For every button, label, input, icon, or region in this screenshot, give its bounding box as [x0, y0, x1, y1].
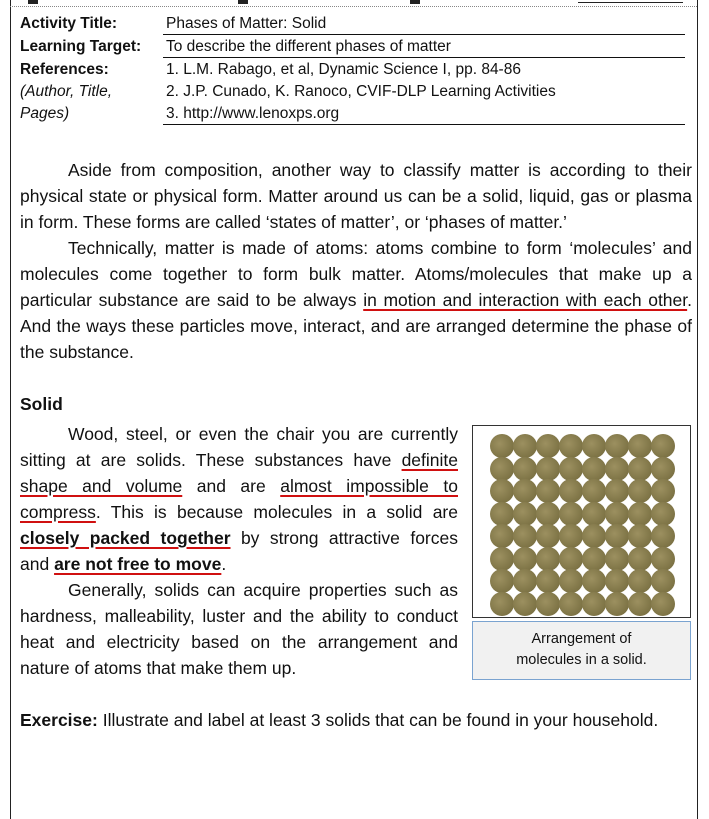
bold-underlined-text: are not free to move — [54, 554, 222, 574]
molecule — [605, 502, 629, 526]
bold-underlined-text: closely packed together — [20, 528, 231, 548]
figure-caption — [472, 621, 691, 680]
molecule — [651, 547, 675, 571]
molecule — [513, 434, 537, 458]
figure-column — [472, 425, 691, 680]
molecule — [582, 592, 606, 616]
molecule — [651, 434, 675, 458]
molecule — [490, 524, 514, 548]
references-hint: (Author, Title, — [20, 83, 113, 100]
text: . — [221, 554, 227, 574]
text: by strong attractive forces and — [20, 528, 458, 574]
molecule — [513, 547, 537, 571]
molecule — [490, 434, 514, 458]
molecule — [582, 479, 606, 503]
caption-line: Arrangement of — [531, 631, 632, 647]
molecule — [582, 569, 606, 593]
molecule — [651, 524, 675, 548]
molecule — [628, 479, 652, 503]
molecule — [513, 502, 537, 526]
molecule — [536, 524, 560, 548]
molecule — [605, 479, 629, 503]
reference-item: 3. http://www.lenoxps.org — [163, 104, 685, 125]
intro-paragraph-1 — [20, 157, 692, 235]
molecule — [513, 457, 537, 481]
molecule — [490, 547, 514, 571]
molecule — [513, 569, 537, 593]
text: . And the ways these particles move, interact, and are arranged determine the phase of the substance. — [20, 290, 693, 362]
molecule — [582, 502, 606, 526]
molecule — [536, 479, 560, 503]
molecule — [628, 592, 652, 616]
molecule — [605, 524, 629, 548]
molecule — [605, 434, 629, 458]
molecule — [628, 524, 652, 548]
molecule — [628, 457, 652, 481]
text: Aside from composition, another way to classify matter is according to their physical state or physical form. Matter around us can be a solid, liquid, gas or plasma in form. These forms are called ‘states of matter’, or ‘phases of matter.’ — [20, 160, 692, 232]
molecule — [490, 592, 514, 616]
text: Technically, matter is made of atoms: atoms combine to form ‘molecules’ and molecules come together to form bulk matter. Atoms/molecules that make up a particular substance are said to be always — [20, 238, 692, 310]
molecule — [513, 592, 537, 616]
molecule — [605, 569, 629, 593]
molecule-arrangement-figure — [472, 425, 691, 618]
solid-heading: Solid — [20, 394, 63, 414]
molecule-grid — [490, 434, 674, 614]
molecule — [536, 457, 560, 481]
activity-title-label: Activity Title: — [20, 15, 118, 32]
caption-line: molecules in a solid. — [516, 652, 647, 668]
molecule — [490, 457, 514, 481]
molecule — [628, 569, 652, 593]
underlined-text: definite shape and volume — [20, 450, 458, 496]
molecule — [513, 524, 537, 548]
molecule — [605, 592, 629, 616]
underlined-text: in motion and interaction with each other — [363, 290, 688, 310]
molecule — [559, 502, 583, 526]
molecule — [559, 457, 583, 481]
molecule — [490, 569, 514, 593]
underlined-text: almost impossible to compress — [20, 476, 458, 522]
molecule — [651, 502, 675, 526]
molecule — [582, 547, 606, 571]
molecule — [536, 502, 560, 526]
molecule — [559, 592, 583, 616]
molecule — [559, 547, 583, 571]
learning-target-value: To describe the different phases of matter — [163, 37, 685, 58]
molecule — [651, 569, 675, 593]
molecule — [582, 524, 606, 548]
solid-text-column — [20, 421, 458, 681]
intro-paragraph-2 — [20, 235, 692, 365]
molecule — [536, 434, 560, 458]
molecule — [605, 547, 629, 571]
molecule — [536, 592, 560, 616]
molecule — [559, 479, 583, 503]
activity-title-value: Phases of Matter: Solid — [163, 14, 685, 35]
molecule — [559, 434, 583, 458]
molecule — [536, 547, 560, 571]
molecule — [582, 434, 606, 458]
molecule — [490, 502, 514, 526]
molecule — [582, 457, 606, 481]
molecule — [559, 524, 583, 548]
molecule — [628, 434, 652, 458]
molecule — [536, 569, 560, 593]
text: Wood, steel, or even the chair you are currently sitting at are solids. These substances have — [20, 424, 458, 470]
worksheet-body — [0, 140, 709, 753]
text: and are — [182, 476, 281, 496]
molecule — [628, 502, 652, 526]
solid-paragraph-2 — [20, 577, 458, 681]
molecule — [605, 457, 629, 481]
molecule — [651, 479, 675, 503]
references-hint: Pages) — [20, 105, 70, 122]
text: . This is because molecules in a solid are — [95, 502, 458, 522]
solid-paragraph-1 — [20, 421, 458, 577]
solid-section — [20, 421, 692, 681]
references-label: References: — [20, 61, 109, 78]
exercise-text: Illustrate and label at least 3 solids that can be found in your household. — [97, 710, 659, 730]
molecule — [651, 457, 675, 481]
text: Generally, solids can acquire properties such as hardness, malleability, luster and the ability to conduct heat and electricity based on the arrangement and nature of atoms that make them up. — [20, 580, 458, 678]
molecule — [490, 479, 514, 503]
learning-target-label: Learning Target: — [20, 38, 142, 55]
molecule — [513, 479, 537, 503]
molecule — [628, 547, 652, 571]
reference-item: 1. L.M. Rabago, et al, Dynamic Science I, pp. 84-86 — [166, 61, 521, 78]
reference-item: 2. J.P. Cunado, K. Ranoco, CVIF-DLP Learning Activities — [166, 83, 556, 100]
molecule — [651, 592, 675, 616]
exercise-paragraph — [20, 707, 692, 733]
activity-header — [0, 0, 709, 140]
molecule — [559, 569, 583, 593]
exercise-label: Exercise: — [20, 710, 98, 730]
